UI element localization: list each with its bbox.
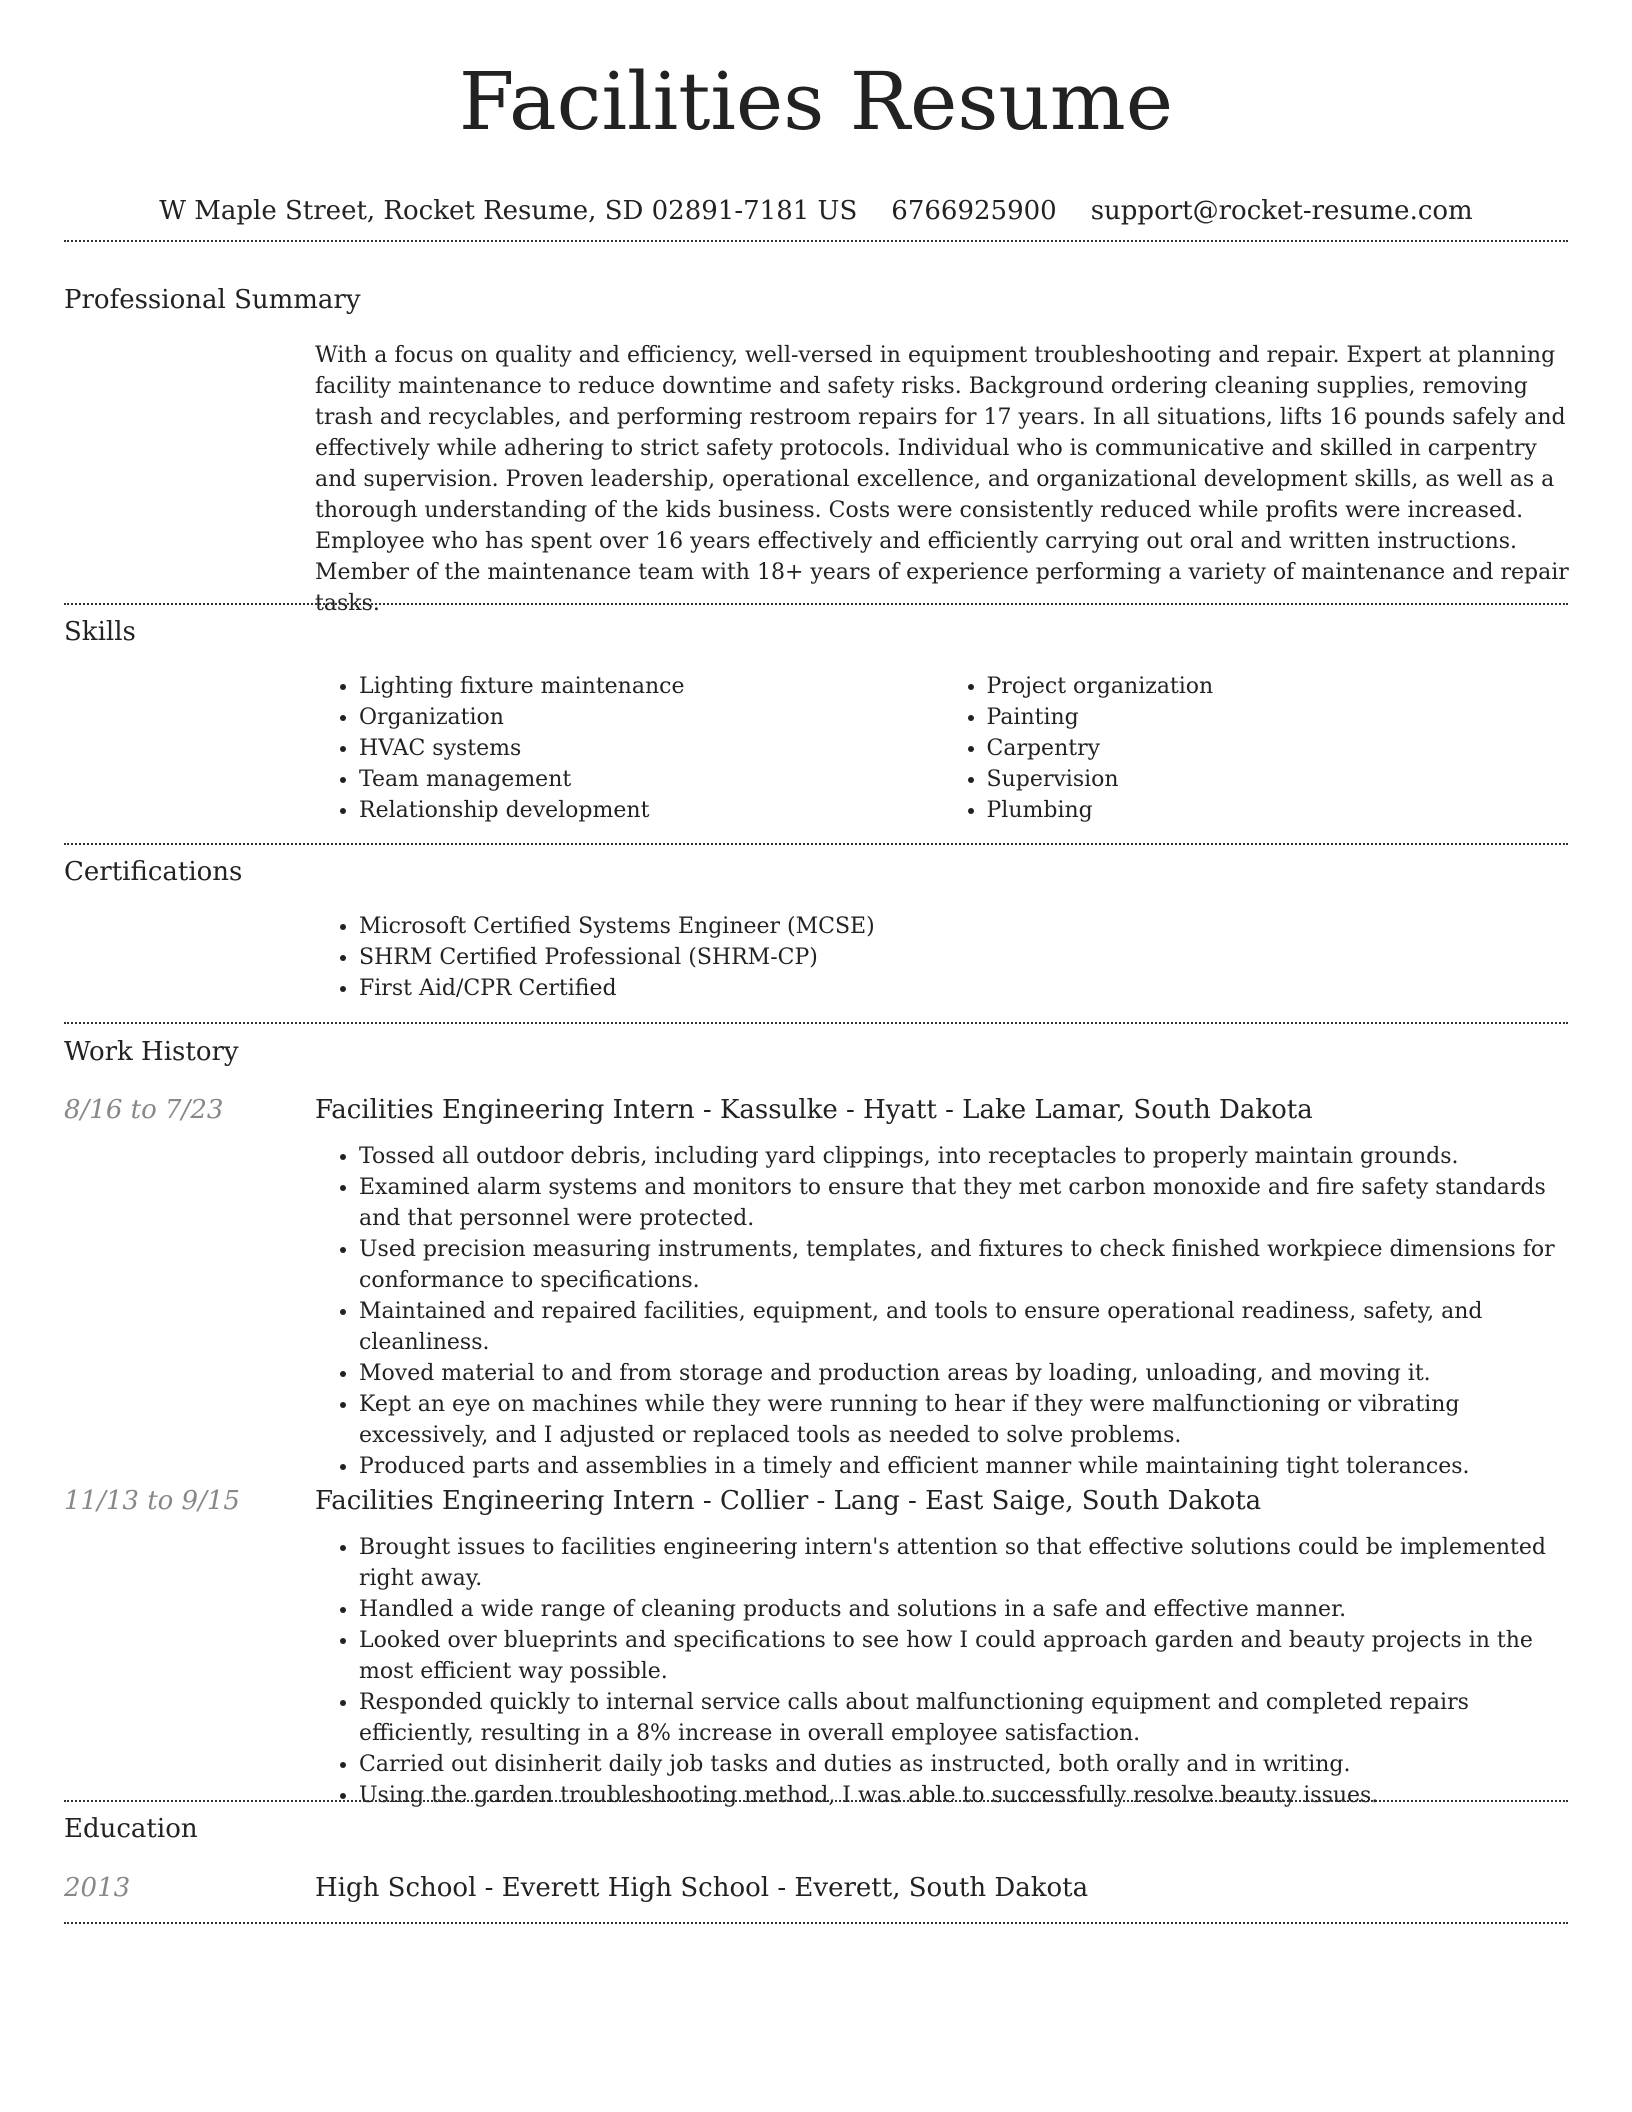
skill-item: • Relationship development [359,795,943,826]
certification-item: • Microsoft Certified Systems Engineer (MCSE) [359,911,1570,942]
job-title: Facilities Engineering Intern - Kassulke - Hyatt - Lake Lamar, South Dakota [315,1095,1313,1125]
section-divider [64,843,1568,845]
skill-item: • Carpentry [987,733,1571,764]
job-bullet: • Maintained and repaired facilities, equipment, and tools to ensure operational readiness, safety, and cleanliness. [359,1296,1570,1358]
skill-item: • Plumbing [987,795,1571,826]
job-bullet: • Carried out disinherit daily job tasks and duties as instructed, both orally and in writing. [359,1749,1570,1780]
skill-item: • Project organization [987,671,1571,702]
skill-item: • HVAC systems [359,733,943,764]
job-bullet: • Handled a wide range of cleaning products and solutions in a safe and effective manner. [359,1594,1570,1625]
work-history-heading: Work History [64,1037,239,1067]
job-bullet: • Tossed all outdoor debris, including yard clippings, into receptacles to properly maintain grounds. [359,1141,1570,1172]
job-bullet: • Looked over blueprints and specifications to see how I could approach garden and beauty projects in the most efficient way possible. [359,1625,1570,1687]
section-divider [64,1800,1568,1802]
job-bullets [315,1532,1570,1811]
education-title: High School - Everett High School - Everett, South Dakota [315,1873,1089,1903]
job-bullet: • Kept an eye on machines while they were running to hear if they were malfunctioning or vibrating excessively, and I adjusted or replaced tools as needed to solve problems. [359,1389,1570,1451]
summary-text: With a focus on quality and efficiency, well-versed in equipment troubleshooting and repair. Expert at planning facility maintenance to reduce downtime and safety risks. Background ordering cleaning supplies, removing trash and recyclables, and performing restroom repairs for 17 years. In all situations, lifts 16 pounds safely and effectively while adhering to strict safety protocols. Individual who is communicative and skilled in carpentry and supervision. Proven leadership, operational excellence, and organizational development skills, as well as a thorough understanding of the kids business. Costs were consistently reduced while profits were increased. Employee who has spent over 16 years effectively and efficiently carrying out oral and written instructions. Member of the maintenance team with 18+ years of experience performing a variety of maintenance and repair tasks. [315,343,1569,616]
job-entry [315,1484,1570,1811]
summary-section [315,340,1570,619]
job-bullet: • Brought issues to facilities engineering intern's attention so that effective solutions could be implemented right away. [359,1532,1570,1594]
job-bullet: • Using the garden troubleshooting method, I was able to successfully resolve beauty issues. [359,1780,1570,1811]
contact-address: W Maple Street, Rocket Resume, SD 02891-7181 US [159,196,858,226]
job-bullet: • Examined alarm systems and monitors to ensure that they met carbon monoxide and fire safety standards and that personnel were protected. [359,1172,1570,1234]
certifications-list [315,911,1570,1004]
job-bullet: • Responded quickly to internal service calls about malfunctioning equipment and completed repairs efficiently, resulting in a 8% increase in overall employee satisfaction. [359,1687,1570,1749]
certification-item: • SHRM Certified Professional (SHRM-CP) [359,942,1570,973]
job-bullet: • Moved material to and from storage and production areas by loading, unloading, and moving it. [359,1358,1570,1389]
certifications-section [315,911,1570,1004]
resume-title: Facilities Resume [458,55,1174,148]
skills-section [315,671,1570,826]
skills-list-left [315,671,943,826]
skill-item: • Lighting fixture maintenance [359,671,943,702]
section-divider [64,240,1568,242]
education-entry [315,1871,1570,1905]
job-bullets [315,1141,1570,1482]
skill-item: • Organization [359,702,943,733]
contact-phone: 6766925900 [891,196,1057,226]
job-dates: 8/16 to 7/23 [64,1095,224,1125]
certification-item: • First Aid/CPR Certified [359,973,1570,1004]
section-divider [64,1922,1568,1924]
education-heading: Education [64,1814,198,1844]
skill-item: • Team management [359,764,943,795]
job-entry [315,1093,1570,1482]
contact-line [0,194,1632,228]
job-title: Facilities Engineering Intern - Collier - Lang - East Saige, South Dakota [315,1486,1262,1516]
job-bullet: • Used precision measuring instruments, templates, and fixtures to check finished workpiece dimensions for conformance to specifications. [359,1234,1570,1296]
section-divider [64,603,1568,605]
summary-heading: Professional Summary [64,285,361,315]
job-dates: 11/13 to 9/15 [64,1486,240,1516]
resume-header [0,0,1632,228]
skill-item: • Supervision [987,764,1571,795]
skills-list-right [943,671,1571,826]
section-divider [64,1022,1568,1024]
skill-item: • Painting [987,702,1571,733]
skills-heading: Skills [64,617,136,647]
contact-email: support@rocket-resume.com [1090,196,1473,226]
education-date: 2013 [64,1873,131,1903]
certifications-heading: Certifications [64,857,243,887]
job-bullet: • Produced parts and assemblies in a timely and efficient manner while maintaining tight tolerances. [359,1451,1570,1482]
